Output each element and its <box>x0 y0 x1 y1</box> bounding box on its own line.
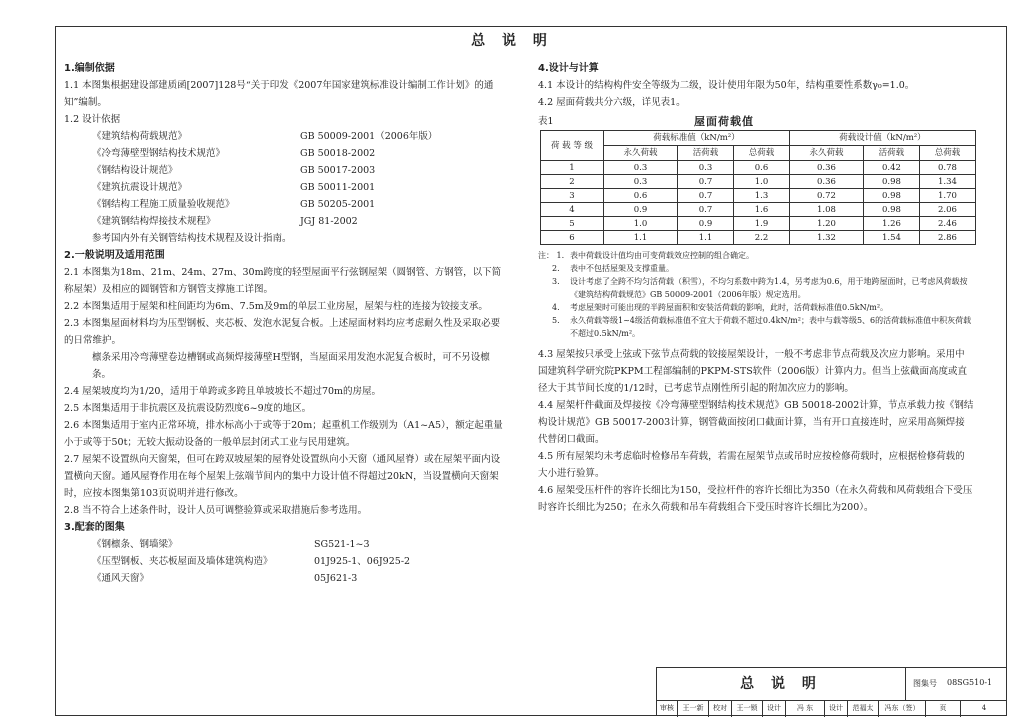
table-notes <box>538 249 974 340</box>
note-row: 2. 表中不包括屋架及支撑重量。 <box>552 264 674 273</box>
table-row <box>541 217 976 231</box>
para-4-3: 4.3 屋架按只承受上弦或下弦节点荷载的铰接屋架设计，一般不考虑非节点荷载及次应力影响。采用中国建筑科学研究院PKPM工程部编制的PKPM-STS软件（2006版）计算内力。但当上弦截面高度或直径大于其节间长度的1/12时，已考虑节点刚性所引起的附加次应力的影响。 <box>538 349 967 394</box>
subheader-cell: 永久荷载 <box>604 146 678 161</box>
level-cell: 5 <box>541 217 604 231</box>
standard-row: 《钢结构工程施工质量验收规范》 GB 50205-2001 <box>92 199 376 210</box>
para-1-2: 1.2 设计依据 <box>64 114 121 125</box>
left-column <box>64 60 504 587</box>
value-cell: 0.3 <box>677 161 733 175</box>
subheader-cell: 总荷载 <box>919 146 975 161</box>
value-cell: 0.36 <box>789 161 863 175</box>
para-2-1: 2.1 本图集为18m、21m、24m、27m、30m跨度的轻型屋面平行弦钢屋架（圆钢管、方钢管，以下简称屋架）及相应的圆钢管和方钢管支撑施工详图。 <box>64 267 502 295</box>
tb-cell: 范福太 <box>848 701 879 717</box>
value-cell: 1.1 <box>604 231 678 245</box>
table-subheader-row <box>541 146 976 161</box>
tb-cell: 设计 <box>763 701 786 717</box>
para-4-4: 4.4 屋架杆件截面及焊接按《冷弯薄壁型钢结构技术规范》GB 50018-2002计算，节点承载力按《钢结构设计规范》GB 50017-2003计算，钢管截面按闭口截面计算，当有开口直接连时，应采用高频焊接代替闭口截面。 <box>538 400 974 445</box>
value-cell: 2.46 <box>919 217 975 231</box>
para-2-8: 2.8 当不符合上述条件时，设计人员可调整验算或采取措施后参考选用。 <box>64 505 368 516</box>
note-row: 4. 考虑屋架时可能出现的半跨屋面积和安装活荷载的影响，此时，活荷载标准值0.5kN/m²。 <box>552 303 889 312</box>
header-level: 荷 载 等 级 <box>541 131 604 161</box>
right-column <box>538 60 974 516</box>
para-2-3-purlin: 檩条采用冷弯薄壁卷边槽钢或高频焊接薄壁H型钢，当屋面采用发泡水泥复合板时，可不另设檩条。 <box>92 352 490 380</box>
section-1-title: 1.编制依据 <box>64 63 115 74</box>
para-2-2: 2.2 本图集适用于屋架和柱间距均为6m、7.5m及9m的单层工业房屋，屋架与柱的连接为铰接支承。 <box>64 301 488 312</box>
value-cell: 1.6 <box>733 203 789 217</box>
title-block-name: 总 说 明 <box>657 668 906 700</box>
note-row: 注： 1. 表中荷载设计值均由可变荷载效应控制的组合确定。 <box>538 251 754 260</box>
roof-load-table <box>540 130 976 245</box>
reference-note: 参考国内外有关钢管结构技术规程及设计指南。 <box>92 233 292 244</box>
value-cell: 0.78 <box>919 161 975 175</box>
table-row <box>541 231 976 245</box>
value-cell: 0.7 <box>677 203 733 217</box>
value-cell: 1.20 <box>789 217 863 231</box>
value-cell: 0.9 <box>604 203 678 217</box>
subheader-cell: 总荷载 <box>733 146 789 161</box>
table-row <box>541 189 976 203</box>
value-cell: 1.54 <box>863 231 919 245</box>
tb-cell: 校对 <box>709 701 732 717</box>
para-4-1: 4.1 本设计的结构构件安全等级为二级，设计使用年限为50年，结构重要性系数γ₀=1.0。 <box>538 80 915 91</box>
tb-cell: 设计 <box>825 701 848 717</box>
para-2-4: 2.4 屋架坡度均为1/20，适用于单跨或多跨且单坡坡长不超过70m的房屋。 <box>64 386 382 397</box>
value-cell: 1.0 <box>733 175 789 189</box>
value-cell: 0.42 <box>863 161 919 175</box>
table-row <box>541 175 976 189</box>
atlas-row: 《通风天窗》 05J621-3 <box>92 573 358 584</box>
section-3-title: 3.配套的图集 <box>64 522 125 533</box>
note-row: 3. 设计考虑了全跨不均匀活荷载（积雪），不均匀系数中跨为1.4，另考虑为0.6，用于地跨屋面时，已考虑风荷载按《建筑结构荷载规范》GB 50009-2001（2006年版）规定选用。 <box>552 277 968 299</box>
value-cell: 1.0 <box>604 217 678 231</box>
title-block <box>656 667 1007 716</box>
para-4-6: 4.6 屋架受压杆件的容许长细比为150，受拉杆件的容许长细比为350（在永久荷载和风荷载组合下受压时容许长细比为250；在永久荷载和吊车荷载组合下受压时容许长细比为200）。 <box>538 485 973 513</box>
value-cell: 0.7 <box>677 175 733 189</box>
value-cell: 0.7 <box>677 189 733 203</box>
tb-cell: 页 <box>926 701 961 717</box>
value-cell: 1.9 <box>733 217 789 231</box>
page-title: 总 说 明 <box>471 33 553 49</box>
para-2-6: 2.6 本图集适用于室内正常环境，排水标高小于或等于20m；起重机工作级别为（A1~A5），额定起重量小于或等于50t；无较大振动设备的一般单层封闭式工业与民用建筑。 <box>64 420 503 448</box>
standard-row: 《建筑结构荷载规范》 GB 50009-2001（2006年版） <box>92 131 438 142</box>
header-design: 荷载设计值（kN/m²） <box>789 131 975 146</box>
level-cell: 6 <box>541 231 604 245</box>
value-cell: 0.3 <box>604 175 678 189</box>
table-title: 屋面荷载值 <box>694 115 754 128</box>
value-cell: 0.36 <box>789 175 863 189</box>
atlas-row: 《钢檩条、钢墙梁》 SG521-1~3 <box>92 539 370 550</box>
value-cell: 0.98 <box>863 203 919 217</box>
value-cell: 0.98 <box>863 175 919 189</box>
atlas-number-value: 08SG510-1 <box>947 678 993 687</box>
standard-row: 《建筑钢结构焊接技术规程》 JGJ 81-2002 <box>92 216 358 227</box>
value-cell: 2.86 <box>919 231 975 245</box>
table-row <box>541 203 976 217</box>
table-row <box>541 161 976 175</box>
para-1-1: 1.1 本图集根据建设部建质函[2007]128号“关于印发《2007年国家建筑标准设计编制工作计划》的通知”编制。 <box>64 80 494 108</box>
subheader-cell: 永久荷载 <box>789 146 863 161</box>
subheader-cell: 活荷载 <box>863 146 919 161</box>
para-2-7: 2.7 屋架不设置纵向天窗架，但可在跨双坡屋架的屋脊处设置纵向小天窗（通风屋脊）或在屋架平面内设置横向天窗。通风屋脊作用在每个屋架上弦端节间内的集中力设计值不得超过20kN，当设置横向天窗架时，应按本图集第103页说明并进行修改。 <box>64 454 501 499</box>
level-cell: 3 <box>541 189 604 203</box>
note-row: 5. 永久荷载等级1~4级活荷载标准值不宜大于荷载不超过0.4kN/m²；表中与载等级5、6的活荷载标准值中积灰荷载不超过0.5kN/m²。 <box>552 316 972 338</box>
standard-row: 《建筑抗震设计规范》 GB 50011-2001 <box>92 182 376 193</box>
atlas-number-label: 图集号 <box>913 679 937 688</box>
para-4-2: 4.2 屋面荷载共分六级，详见表1。 <box>538 97 686 108</box>
section-4-title: 4.设计与计算 <box>538 63 599 74</box>
standard-row: 《冷弯薄壁型钢结构技术规范》 GB 50018-2002 <box>92 148 376 159</box>
tb-cell: 冯 东 <box>786 701 825 717</box>
value-cell: 1.1 <box>677 231 733 245</box>
value-cell: 1.70 <box>919 189 975 203</box>
value-cell: 2.2 <box>733 231 789 245</box>
para-4-5: 4.5 所有屋架均未考虑临时检修吊车荷载，若需在屋架节点或吊时应按检修荷载时，应根据检修荷载的大小进行验算。 <box>538 451 965 479</box>
table-label: 表1 <box>538 116 554 127</box>
value-cell: 1.26 <box>863 217 919 231</box>
value-cell: 1.34 <box>919 175 975 189</box>
standard-row: 《钢结构设计规范》 GB 50017-2003 <box>92 165 376 176</box>
level-cell: 4 <box>541 203 604 217</box>
para-2-3: 2.3 本图集屋面材料均为压型钢板、夹芯板、发泡水泥复合板。上述屋面材料均应考虑耐久性及采取必要的日常维护。 <box>64 318 501 346</box>
subheader-cell: 活荷载 <box>677 146 733 161</box>
tb-cell: 王一锁 <box>732 701 763 717</box>
tb-cell: 冯东（签） <box>879 701 926 717</box>
title-block-signatures <box>657 701 1007 717</box>
value-cell: 1.3 <box>733 189 789 203</box>
table-caption <box>538 113 974 130</box>
value-cell: 1.08 <box>789 203 863 217</box>
level-cell: 1 <box>541 161 604 175</box>
value-cell: 0.6 <box>604 189 678 203</box>
tb-cell: 王一新 <box>678 701 709 717</box>
value-cell: 1.32 <box>789 231 863 245</box>
para-2-5: 2.5 本图集适用于非抗震区及抗震设防烈度6~9度的地区。 <box>64 403 312 414</box>
level-cell: 2 <box>541 175 604 189</box>
section-2-title: 2.一般说明及适用范围 <box>64 250 165 261</box>
value-cell: 0.9 <box>677 217 733 231</box>
value-cell: 0.98 <box>863 189 919 203</box>
value-cell: 0.6 <box>733 161 789 175</box>
tb-page-number: 4 <box>981 704 987 712</box>
atlas-row: 《压型钢板、夹芯板屋面及墙体建筑构造》 01J925-1、06J925-2 <box>92 556 411 567</box>
tb-cell: 审核 <box>657 701 678 717</box>
value-cell: 2.06 <box>919 203 975 217</box>
header-standard: 荷载标准值（kN/m²） <box>604 131 790 146</box>
value-cell: 0.72 <box>789 189 863 203</box>
table-header-row <box>541 131 976 146</box>
value-cell: 0.3 <box>604 161 678 175</box>
